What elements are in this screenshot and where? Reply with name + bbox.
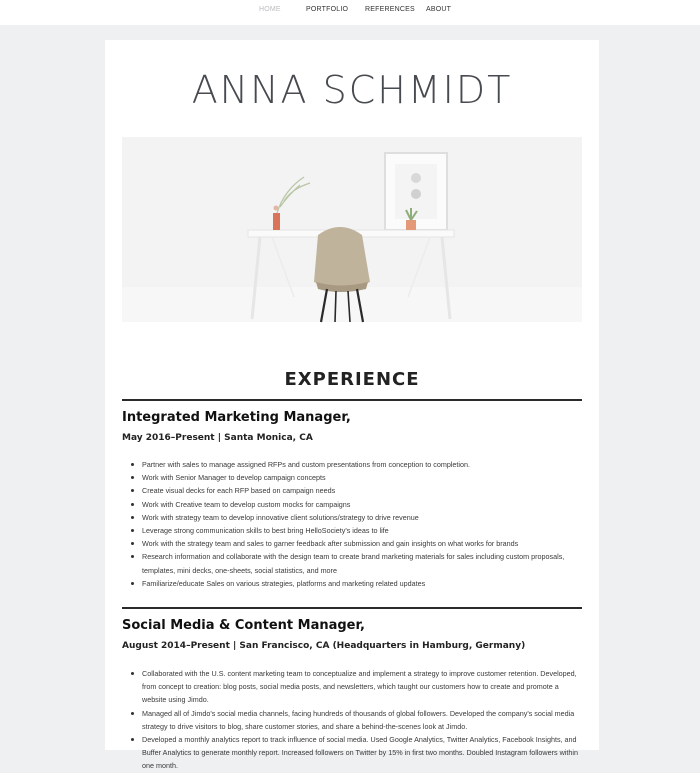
job-meta: May 2016–Present | Santa Monica, CA (122, 433, 313, 443)
list-item: Work with Creative team to develop custom mocks for campaigns (122, 498, 582, 511)
workspace-desk-chair-image (122, 137, 582, 322)
list-item: Managed all of Jimdo's social media channels, facing hundreds of thousands of global followers. Developed the company's social media strategy to drive visitors to blog, share customer stories, and share a behind-the-scenes look at Jimdo. (122, 707, 582, 733)
nav-portfolio[interactable]: PORTFOLIO (306, 6, 349, 13)
list-item: Leverage strong communication skills to best bring HelloSociety's ideas to life (122, 524, 582, 537)
resume-card (105, 40, 599, 771)
list-item: Developed a monthly analytics report to track influence of social media. Used Google Analytics, Twitter Analytics, Facebook Insights, and Buffer Analytics to generate monthly report. Increased followers on Twitter by 15% in first two months. Doubled Instagram followers within one month. (122, 733, 582, 773)
hero-image (122, 137, 582, 322)
section-divider (122, 399, 582, 401)
list-item: Work with strategy team to develop innovative client solutions/strategy to drive revenue (122, 511, 582, 524)
list-item: Create visual decks for each RFP based on campaign needs (122, 484, 582, 497)
nav-home[interactable]: HOME (259, 6, 281, 13)
job-bullets (122, 667, 582, 773)
list-item: Partner with sales to manage assigned RFPs and custom presentations from conception to completion. (122, 458, 582, 471)
list-item: Work with Senior Manager to develop campaign concepts (122, 471, 582, 484)
nav-about[interactable]: ABOUT (426, 6, 452, 13)
page-title: ANNA SCHMIDT (191, 68, 513, 112)
nav-references[interactable]: REFERENCES (365, 6, 415, 13)
job-meta: August 2014–Present | San Francisco, CA (Headquarters in Hamburg, Germany) (122, 641, 526, 651)
list-item: Collaborated with the U.S. content marketing team to conceptualize and implement a strategy to improve customer retention. Developed, from concept to creation: blog posts, social media posts, and newsletters, which taught our customers how to create and promote a website using Jimdo. (122, 667, 582, 707)
job-bullets (122, 458, 582, 590)
list-item: Familiarize/educate Sales on various strategies, platforms and marketing related updates (122, 577, 582, 590)
top-navigation (0, 0, 700, 25)
list-item: Research information and collaborate with the design team to create brand marketing materials for sales including custom proposals, templates, mini decks, one-sheets, social statistics, and more (122, 550, 582, 576)
list-item: Work with the strategy team and sales to garner feedback after submission and gain insights on what works for brands (122, 537, 582, 550)
job-title: Integrated Marketing Manager, (122, 410, 351, 425)
experience-heading: EXPERIENCE (284, 369, 420, 390)
job-title: Social Media & Content Manager, (122, 618, 365, 633)
section-divider (122, 607, 582, 609)
